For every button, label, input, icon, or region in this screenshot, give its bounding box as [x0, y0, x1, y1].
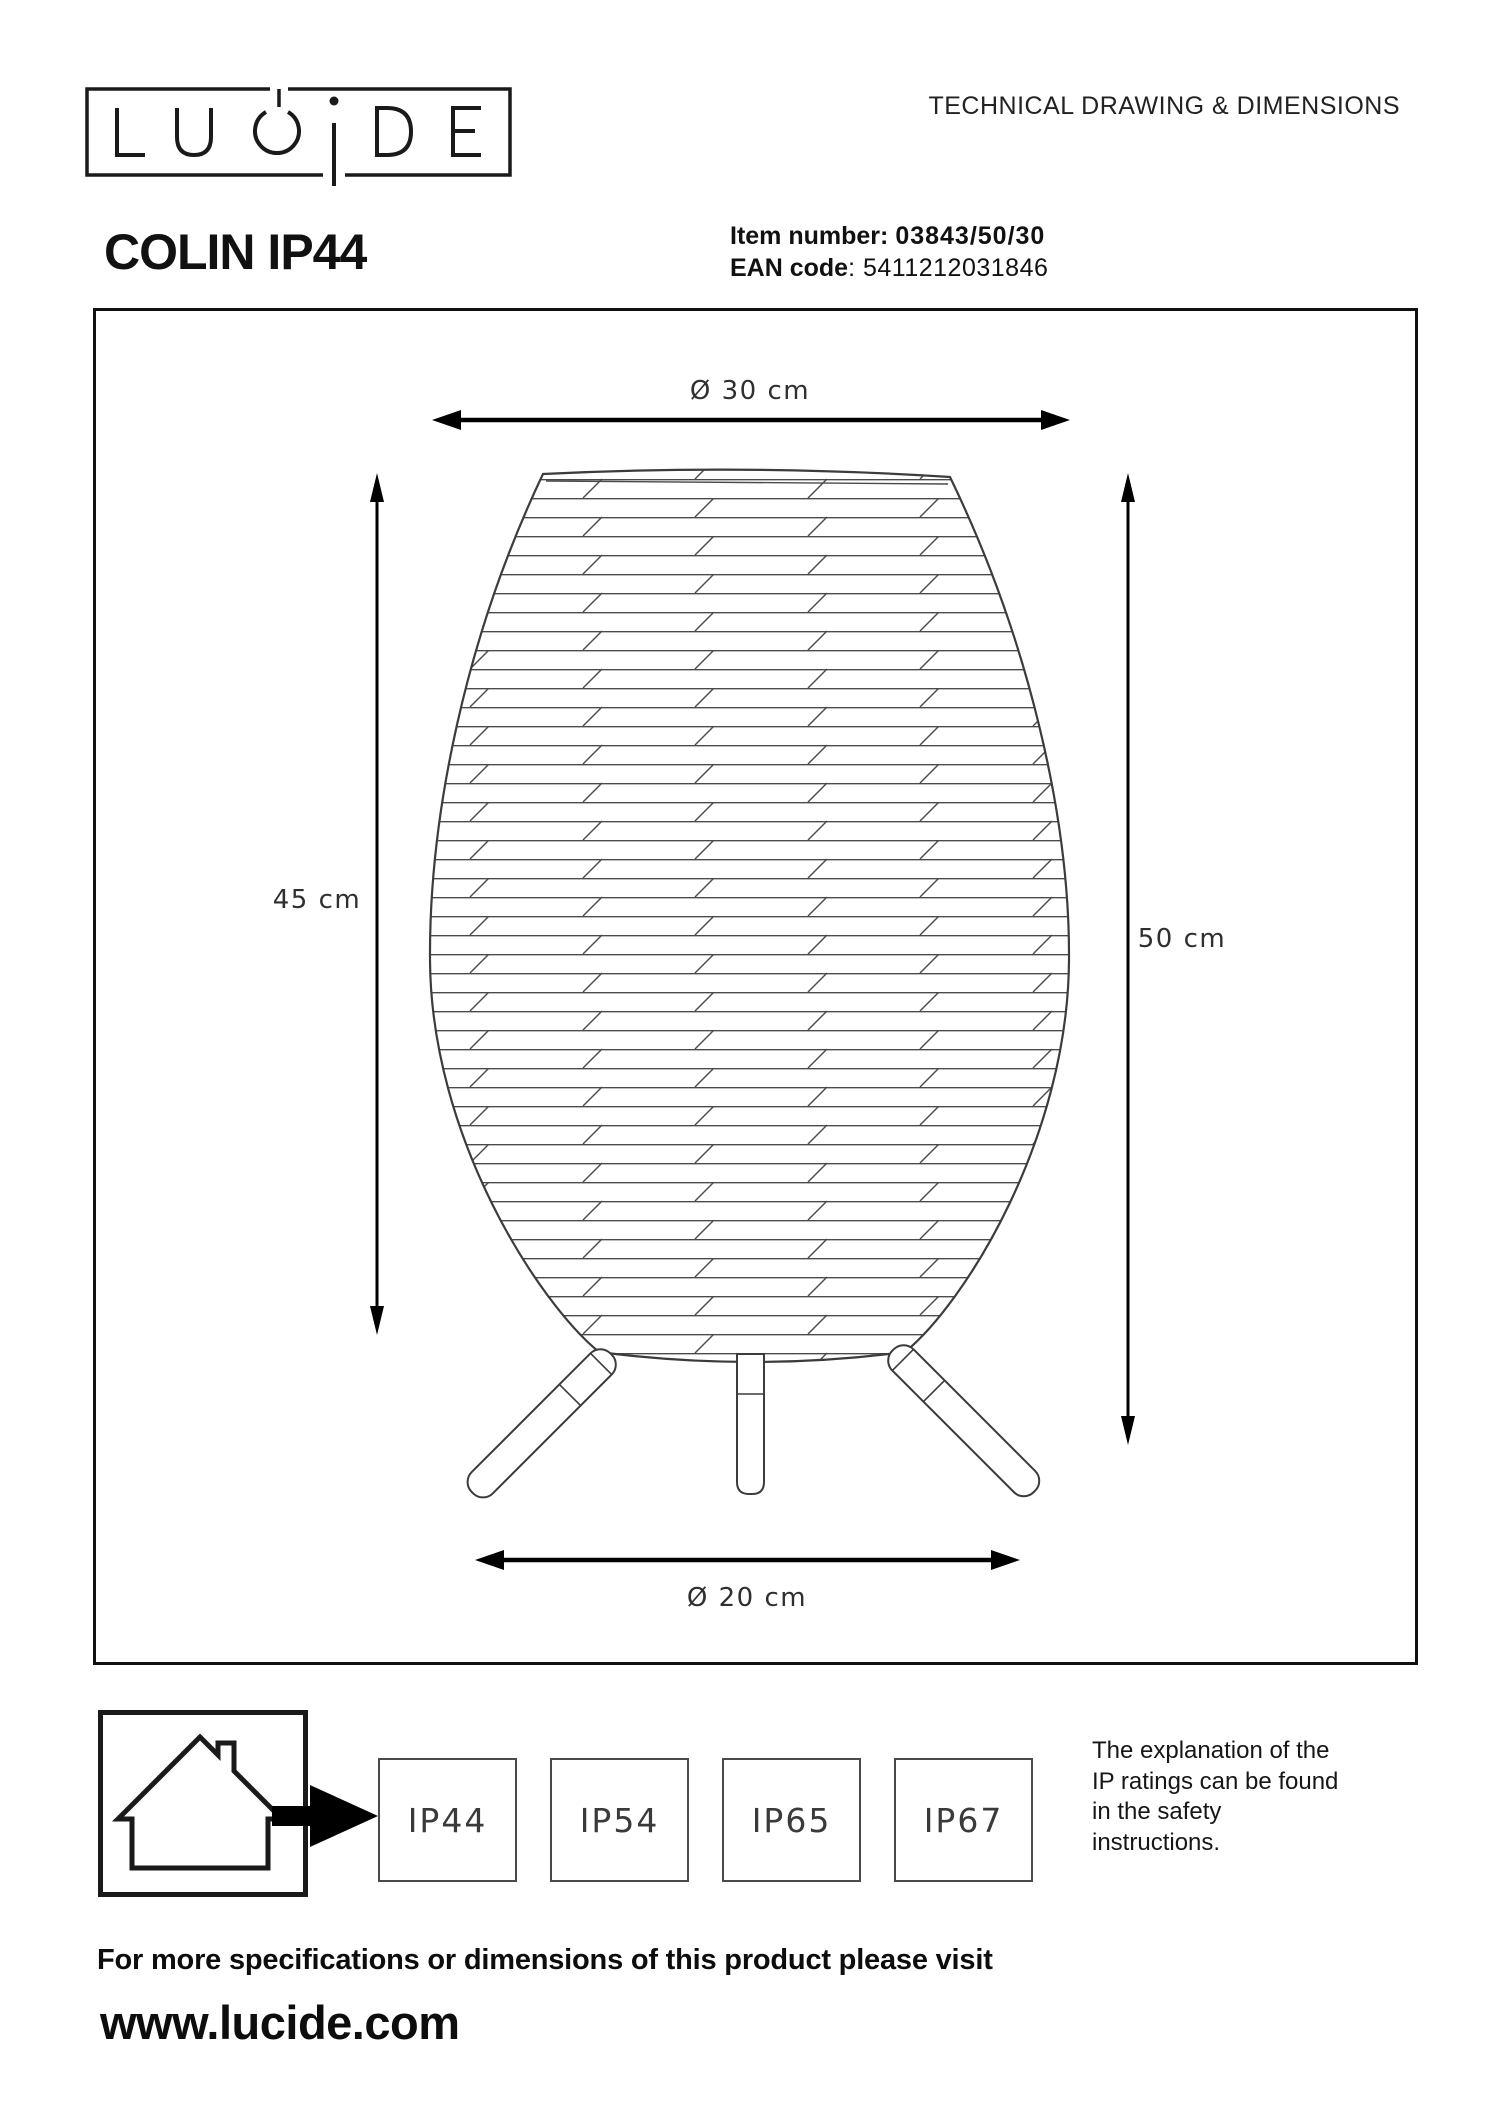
ip-note-line: in the safety: [1092, 1798, 1222, 1825]
arrowhead-left-icon: [475, 1550, 504, 1570]
lamp-leg-center: [737, 1354, 764, 1494]
ip-rating-label: IP67: [923, 1800, 1004, 1840]
dimension-top-diameter: [432, 376, 1070, 430]
dimension-left-height: [273, 473, 384, 1335]
arrowhead-up-icon: [1121, 473, 1135, 502]
ip-rating-badge-ip67: [894, 1758, 1033, 1882]
arrowhead-up-icon: [370, 473, 384, 502]
ip-rating-label: IP65: [751, 1800, 832, 1840]
ip-rating-badge-ip44: [378, 1758, 517, 1882]
arrowhead-left-icon: [432, 410, 461, 430]
dim-label-right: 50 cm: [1137, 924, 1227, 954]
ip-note-line: The explanation of the: [1092, 1737, 1330, 1764]
lamp-body: [430, 470, 1069, 1362]
dim-label-bottom: Ø 20 cm: [686, 1583, 808, 1613]
dimension-right-height: [1121, 473, 1226, 1445]
doc-title: TECHNICAL DRAWING & DIMENSIONS: [928, 92, 1400, 120]
dim-label-top: Ø 30 cm: [689, 376, 811, 406]
ean-row: [730, 252, 1048, 284]
ip-note-line: instructions.: [1092, 1828, 1221, 1856]
ip-note: [1092, 1736, 1338, 1858]
ip-rating-label: IP44: [407, 1800, 488, 1840]
arrowhead-down-icon: [1121, 1416, 1135, 1445]
arrowhead-right-icon: [1041, 410, 1070, 430]
footer-text: For more specifications or dimensions of this product please visit: [97, 1944, 993, 1976]
lamp-leg-right: [882, 1339, 1045, 1502]
logo-letter-e: [453, 108, 481, 155]
ip-note-line: IP ratings can be found: [1092, 1767, 1339, 1795]
lucide-logo: [85, 87, 512, 192]
item-number-label: Item number:: [730, 222, 889, 250]
ean-value: : 5411212031846: [848, 254, 1049, 282]
dim-label-left: 45 cm: [272, 885, 362, 915]
website-link[interactable]: www.lucide.com: [100, 1996, 460, 2049]
arrowhead-down-icon: [370, 1306, 384, 1335]
logo-letter-l: [117, 108, 145, 155]
ip-rating-badge-ip65: [722, 1758, 861, 1882]
arrow-right-icon: [270, 1780, 382, 1852]
ean-label: EAN code: [730, 254, 849, 282]
logo-letter-i-dot: [330, 97, 339, 106]
item-info: [730, 220, 1048, 284]
logo-letter-u: [177, 108, 211, 155]
dimension-bottom-diameter: [475, 1550, 1020, 1613]
ip-rating-badge-ip54: [550, 1758, 689, 1882]
item-number-row: [730, 220, 1048, 252]
logo-letter-d: [377, 108, 411, 155]
item-number-value: 03843/50/30: [895, 222, 1046, 250]
lamp-legs: [462, 1339, 1045, 1503]
technical-drawing: [93, 308, 1418, 1665]
product-name: COLIN IP44: [104, 224, 367, 280]
logo-letter-c: [255, 112, 299, 153]
arrowhead-right-icon: [991, 1550, 1020, 1570]
lamp-leg-left: [462, 1343, 622, 1503]
ip-rating-label: IP54: [579, 1800, 660, 1840]
